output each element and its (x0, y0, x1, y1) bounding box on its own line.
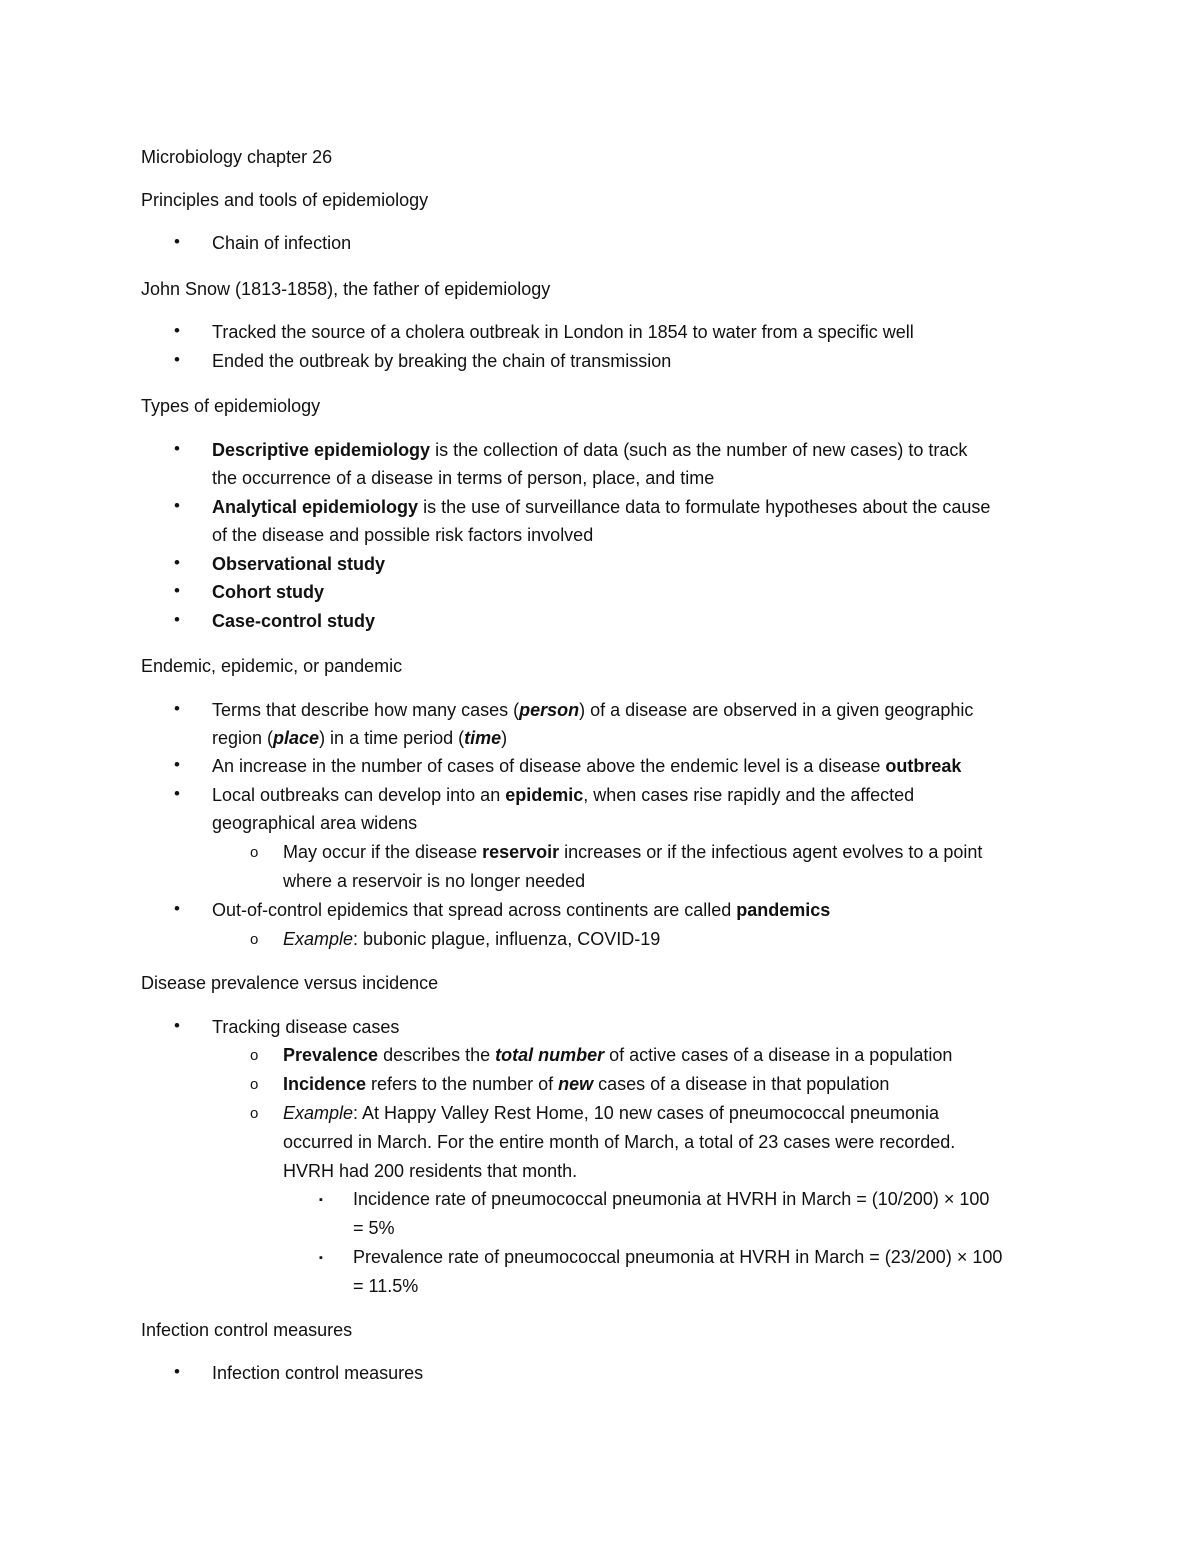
list-item-text: Out-of-control epidemics that spread across continents are called (212, 900, 737, 920)
term-observational-study: Observational study (212, 554, 386, 574)
sub-sub-list-item: Prevalence rate of pneumococcal pneumonia at HVRH in March = (23/200) × 100 (353, 1247, 1003, 1267)
list-item-continuation (212, 726, 507, 750)
bullet-marker: • (174, 899, 180, 918)
list-item (212, 438, 967, 462)
list-item-text: An increase in the number of cases of disease above the endemic level is a disease (212, 756, 886, 776)
list-item-text: is the use of surveillance data to formulate hypotheses about the cause (418, 497, 991, 517)
term-pandemics: pandemics (736, 900, 831, 920)
sub-list-item-continuation: where a reservoir is no longer needed (283, 871, 586, 891)
list-item-text: ) of a disease are observed in a given geographic (579, 700, 974, 720)
term-cohort-study: Cohort study (212, 582, 324, 602)
term-prevalence: Prevalence (283, 1045, 379, 1065)
list-item-text: region ( (212, 728, 274, 748)
list-item-text: ) (501, 728, 508, 748)
circle-marker: o (250, 1047, 259, 1064)
section-heading-endemic: Endemic, epidemic, or pandemic (141, 656, 403, 676)
sub-list-item (283, 1072, 889, 1096)
list-item-text: , when cases rise rapidly and the affected (583, 785, 915, 805)
bullet-marker: • (174, 784, 180, 803)
list-item-text: cases of a disease in that population (593, 1074, 890, 1094)
bullet-marker: • (174, 1362, 180, 1381)
list-item-text: Local outbreaks can develop into an (212, 785, 506, 805)
example-label: Example (283, 1103, 354, 1123)
list-item-text: refers to the number of (366, 1074, 559, 1094)
list-item-text: increases or if the infectious agent evolves to a point (559, 842, 983, 862)
term-analytical-epidemiology: Analytical epidemiology (212, 497, 419, 517)
sub-sub-list-item-continuation: = 11.5% (353, 1276, 419, 1296)
bullet-marker: • (174, 581, 180, 600)
list-item-text: is the collection of data (such as the number of new cases) to track (430, 440, 968, 460)
term-total-number: total number (495, 1045, 605, 1065)
sub-list-item-continuation: HVRH had 200 residents that month. (283, 1161, 578, 1181)
circle-marker: o (250, 931, 259, 948)
bullet-marker: • (174, 232, 180, 251)
list-item-text: describes the (378, 1045, 496, 1065)
circle-marker: o (250, 1076, 259, 1093)
term-new: new (558, 1074, 594, 1094)
term-epidemic: epidemic (505, 785, 584, 805)
bullet-marker: • (174, 553, 180, 572)
list-item-text: : bubonic plague, influenza, COVID-19 (353, 929, 661, 949)
example-label: Example (283, 929, 354, 949)
list-item (212, 495, 990, 519)
circle-marker: o (250, 844, 259, 861)
list-item: Tracked the source of a cholera outbreak in London in 1854 to water from a specific well (212, 322, 914, 342)
section-heading-infection-control: Infection control measures (141, 1320, 353, 1340)
list-item-text: of active cases of a disease in a population (604, 1045, 953, 1065)
bullet-marker: • (174, 610, 180, 629)
term-incidence: Incidence (283, 1074, 367, 1094)
list-item: Ended the outbreak by breaking the chain of transmission (212, 351, 672, 371)
list-item-text: May occur if the disease (283, 842, 483, 862)
section-heading-types: Types of epidemiology (141, 396, 321, 416)
bullet-marker: • (174, 350, 180, 369)
section-heading-principles: Principles and tools of epidemiology (141, 190, 429, 210)
bullet-marker: • (174, 1016, 180, 1035)
sub-list-item-continuation: occurred in March. For the entire month of March, a total of 23 cases were recorded. (283, 1132, 956, 1152)
term-case-control-study: Case-control study (212, 611, 376, 631)
list-item-continuation: geographical area widens (212, 813, 418, 833)
list-item (212, 580, 324, 604)
sub-list-item (283, 1101, 939, 1125)
section-heading-prevalence: Disease prevalence versus incidence (141, 973, 439, 993)
sub-sub-list-item: Incidence rate of pneumococcal pneumonia at HVRH in March = (10/200) × 100 (353, 1189, 990, 1209)
square-marker: ▪ (319, 1194, 323, 1206)
list-item (212, 609, 375, 633)
bullet-marker: • (174, 755, 180, 774)
list-item: Chain of infection (212, 233, 352, 253)
list-item: Infection control measures (212, 1363, 424, 1383)
list-item-text: : At Happy Valley Rest Home, 10 new cases of pneumococcal pneumonia (353, 1103, 940, 1123)
bullet-marker: • (174, 439, 180, 458)
list-item-continuation: the occurrence of a disease in terms of person, place, and time (212, 468, 715, 488)
sub-list-item (283, 1043, 952, 1067)
sub-list-item (283, 840, 982, 864)
term-descriptive-epidemiology: Descriptive epidemiology (212, 440, 431, 460)
bullet-marker: • (174, 321, 180, 340)
term-time: time (464, 728, 502, 748)
list-item (212, 698, 973, 722)
list-item (212, 552, 385, 576)
term-person: person (519, 700, 580, 720)
list-item-text: Terms that describe how many cases ( (212, 700, 520, 720)
term-place: place (273, 728, 320, 748)
list-item: Tracking disease cases (212, 1017, 400, 1037)
term-outbreak: outbreak (885, 756, 962, 776)
list-item-text: ) in a time period ( (319, 728, 465, 748)
list-item (212, 898, 830, 922)
section-heading-john-snow: John Snow (1813-1858), the father of epidemiology (141, 279, 551, 299)
sub-sub-list-item-continuation: = 5% (353, 1218, 395, 1238)
list-item (212, 783, 914, 807)
list-item (212, 754, 961, 778)
sub-list-item (283, 927, 660, 951)
bullet-marker: • (174, 496, 180, 515)
bullet-marker: • (174, 699, 180, 718)
list-item-continuation: of the disease and possible risk factors involved (212, 525, 594, 545)
term-reservoir: reservoir (482, 842, 560, 862)
square-marker: ▪ (319, 1252, 323, 1264)
circle-marker: o (250, 1105, 259, 1122)
document-title: Microbiology chapter 26 (141, 147, 333, 167)
